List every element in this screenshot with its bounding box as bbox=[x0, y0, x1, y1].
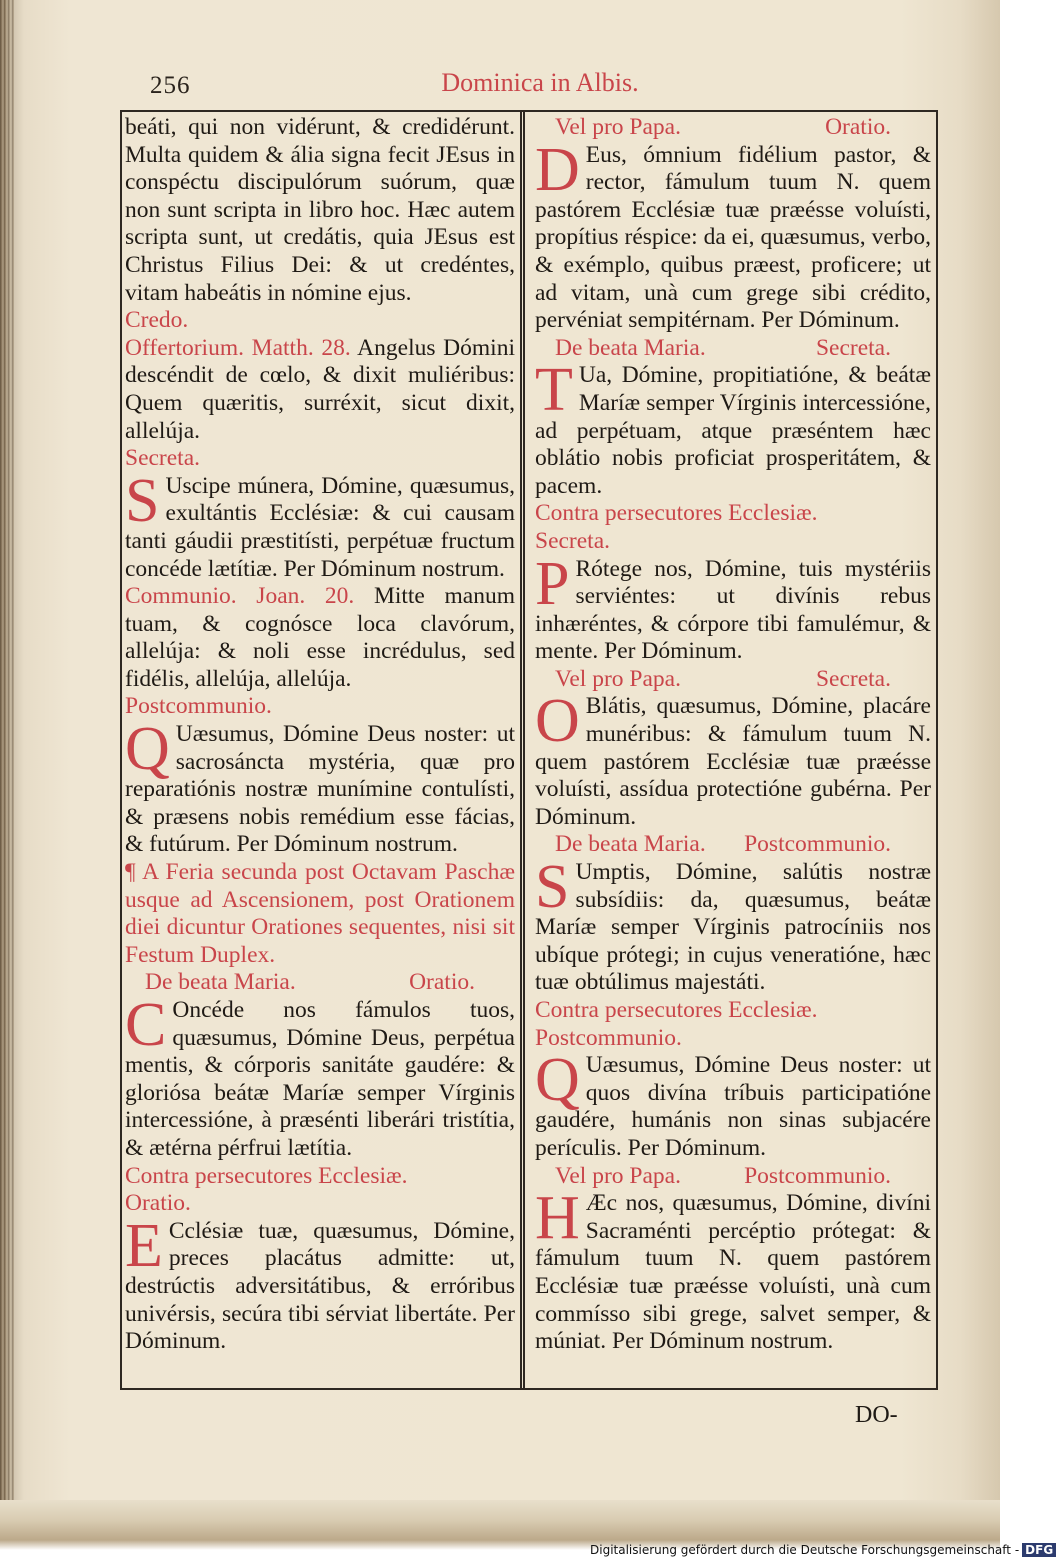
column-divider bbox=[520, 110, 525, 1390]
contra-oratio-text: Cclésiæ tuæ, quæsumus, Dómine, preces placátus admitte: ut, destrúctis adversitátibus, & erróribus univérsis, secúra tibi sérviat libertáte. Per Dóminum. bbox=[125, 1217, 515, 1355]
papa-heading-label: Vel pro Papa. bbox=[555, 114, 681, 140]
postcommunio-paragraph bbox=[125, 715, 515, 859]
papa-postcommunio-heading bbox=[535, 1163, 931, 1191]
papa-postcommunio-paragraph bbox=[535, 1184, 931, 1356]
drop-cap-s: S bbox=[125, 466, 160, 535]
contra-secreta-paragraph bbox=[535, 549, 931, 666]
drop-cap-q: Q bbox=[125, 715, 170, 784]
papa-secreta-paragraph bbox=[535, 687, 931, 831]
postcommunio-label: Postcommunio. bbox=[744, 1162, 891, 1189]
contra-secreta-text: Rótege nos, Dómine, tuis mystériis serviéntes: ut divínis rebus inhæréntes, & córpore tibi famulémur, & mente. Per Dóminum. bbox=[535, 555, 931, 665]
communio-paragraph bbox=[125, 583, 515, 693]
drop-cap-c: C bbox=[125, 991, 167, 1059]
papa-secreta-heading bbox=[535, 666, 931, 694]
dfg-logo: DFG bbox=[1022, 1543, 1056, 1557]
postcommunio-text: Uæsumus, Dómine Deus noster: ut sacrosáncta mystéria, quæ pro reparatiónis nostræ munímine contulísti, & præsens nobis remédium esse fácias, & futúrum. Per Dóminum nostrum. bbox=[125, 721, 515, 858]
papa-oratio-paragraph bbox=[535, 135, 931, 335]
contra-secreta-heading: Secreta. bbox=[535, 527, 611, 554]
running-title: Dominica in Albis. bbox=[441, 68, 639, 97]
beata-oratio-heading bbox=[125, 969, 515, 997]
catchword: DO- bbox=[855, 1402, 898, 1428]
book-spine-edge bbox=[0, 0, 14, 1567]
papa-oratio-text: Eus, ómnium fidélium pastor, & rector, fámulum tuum N. quem pastórem Ecclésiæ tuæ præésse voluísti, propítius réspice: da ei, quæsumus, verbo, & exémplo, quibus præest, proficere; ut ad vitam, unà cum grege sibi crédito, pervéniat sempitérnam. Per Dóminum. bbox=[535, 141, 931, 334]
beata-heading-label: De beata Maria. bbox=[555, 831, 706, 858]
offertorium-paragraph bbox=[125, 335, 515, 445]
contra-postcommunio-paragraph bbox=[535, 1046, 931, 1162]
credo-label: Credo. bbox=[125, 307, 189, 334]
drop-cap-p: P bbox=[535, 549, 570, 618]
secreta-text: Uscipe múnera, Dómine, quæsumus, exultántis Ecclésiæ: & cui causam tanti gáudii præstitísti, perpétuæ fructum concéde lætítiæ. Per Dóminum nostrum. bbox=[125, 472, 515, 582]
beata-secreta-text: Ua, Dómine, propitiatióne, & beátæ Maríæ semper Vírginis intercessióne, ad perpétuam, atque præséntem hæc oblátio nobis proficiat prosperitátem, & pacem. bbox=[535, 362, 931, 499]
beata-heading-label: De beata Maria. bbox=[145, 969, 296, 996]
right-column bbox=[535, 114, 931, 1356]
contra-oratio-heading: Oratio. bbox=[125, 1190, 191, 1217]
drop-cap-t: T bbox=[535, 356, 573, 425]
left-column bbox=[125, 114, 515, 1356]
contra-oratio-paragraph bbox=[125, 1211, 515, 1356]
beata-heading-label: De beata Maria. bbox=[555, 334, 706, 361]
contra-heading: Contra persecutores Ecclesiæ. bbox=[535, 500, 818, 527]
papa-heading-label: Vel pro Papa. bbox=[555, 665, 681, 692]
communio-label: Communio. Joan. 20. bbox=[125, 583, 355, 610]
postcommunio-label: Postcommunio. bbox=[744, 831, 891, 858]
drop-cap-h: H bbox=[535, 1184, 580, 1253]
beata-postcommunio-heading bbox=[535, 831, 931, 859]
contra-post-heading: Contra persecutores Ecclesiæ. bbox=[535, 997, 818, 1023]
contra-postcommunio-text: Uæsumus, Dómine Deus noster: ut quos divína tríbuis participatióne gaudére, humánis non sinas subjacére perículis. Per Dóminum. bbox=[535, 1052, 931, 1161]
beata-secreta-paragraph bbox=[535, 356, 931, 500]
papa-oratio-heading bbox=[535, 114, 931, 142]
offertorium-text: Angelus Dómini descéndit de cœlo, & dixit muliéribus: Quem quæritis, surréxit, sicut dixit, allelúja. bbox=[125, 334, 515, 444]
contra-postcommunio-heading: Postcommunio. bbox=[535, 1024, 682, 1051]
papa-postcommunio-text: Æc nos, quæsumus, Dómine, divíni Sacraménti percéptio prótegat: & fámulum tuum N. quem pastórem Ecclésiæ tuæ præésse voluísti, unà cum commísso sibi grege, salvet semper, & múniat. Per Dóminum nostrum. bbox=[535, 1190, 931, 1355]
footer-text: Digitalisierung gefördert durch die Deutsche Forschungsgemeinschaft - bbox=[590, 1543, 1020, 1557]
beata-oratio-paragraph bbox=[125, 991, 515, 1163]
offertorium-label: Offertorium. Matth. 28. bbox=[125, 334, 351, 361]
postcommunio-heading: Postcommunio. bbox=[125, 693, 272, 720]
gospel-text: beáti, qui non vidérunt, & credidérunt. Multa quidem & ália signa fecit JEsus in conspéctu discipulórum suórum, quæ non sunt scripta in libro hoc. Hæc autem scripta sunt, ut credátis, quia JEsus est Christus Filius Dei: & ut credéntes, vitam habeátis in nómine ejus. bbox=[125, 114, 515, 306]
communio-text: Mitte manum tuam, & cognósce loca clavórum, allelúja: & noli esse incrédulus, sed fidélis, allelúja, allelúja. bbox=[125, 583, 515, 692]
rubric-text: ¶ A Feria secunda post Octavam Paschæ usque ad Ascensionem, post Orationem diei dicuntur Orationes sequentes, nisi sit Festum Duplex. bbox=[125, 859, 515, 968]
oratio-label: Oratio. bbox=[825, 114, 891, 140]
drop-cap-q: Q bbox=[535, 1046, 580, 1115]
secreta-label: Secreta. bbox=[815, 665, 891, 692]
secreta-label: Secreta. bbox=[815, 334, 891, 361]
drop-cap-s: S bbox=[535, 853, 570, 922]
contra-heading: Contra persecutores Ecclesiæ. bbox=[125, 1162, 408, 1189]
page-number: 256 bbox=[150, 72, 191, 99]
beata-postcommunio-paragraph bbox=[535, 853, 931, 997]
oratio-label: Oratio. bbox=[409, 969, 475, 996]
beata-postcommunio-text: Umptis, Dómine, salútis nostræ subsídiis: da, quæsumus, beátæ Maríæ semper Vírginis patrocíniis nos ubíque prótegi; in cujus veneratióne, hæc tuæ obtúlimus majestáti. bbox=[535, 859, 931, 996]
drop-cap-o: O bbox=[535, 687, 580, 756]
papa-secreta-text: Blátis, quæsumus, Dómine, placáre munéribus: & fámulum tuum N. quem pastórem Ecclésiæ tuæ præésse voluísti, assídua protectióne gubérna. Per Dóminum. bbox=[535, 693, 931, 830]
secreta-paragraph bbox=[125, 466, 515, 583]
drop-cap-d: D bbox=[535, 135, 580, 204]
footer-credit bbox=[590, 1543, 1056, 1557]
beata-secreta-heading bbox=[535, 335, 931, 363]
papa-heading-label: Vel pro Papa. bbox=[555, 1162, 681, 1189]
beata-oratio-text: Oncéde nos fámulos tuos, quæsumus, Dómine Deus, perpétua mentis, & córporis sanitáte gaudére: & gloriósa beátæ Maríæ semper Vírginis intercessióne, à præsénti liberári tristítia, & ætérna pérfrui lætítia. bbox=[125, 997, 515, 1161]
secreta-heading: Secreta. bbox=[125, 445, 201, 472]
drop-cap-e: E bbox=[125, 1211, 163, 1280]
